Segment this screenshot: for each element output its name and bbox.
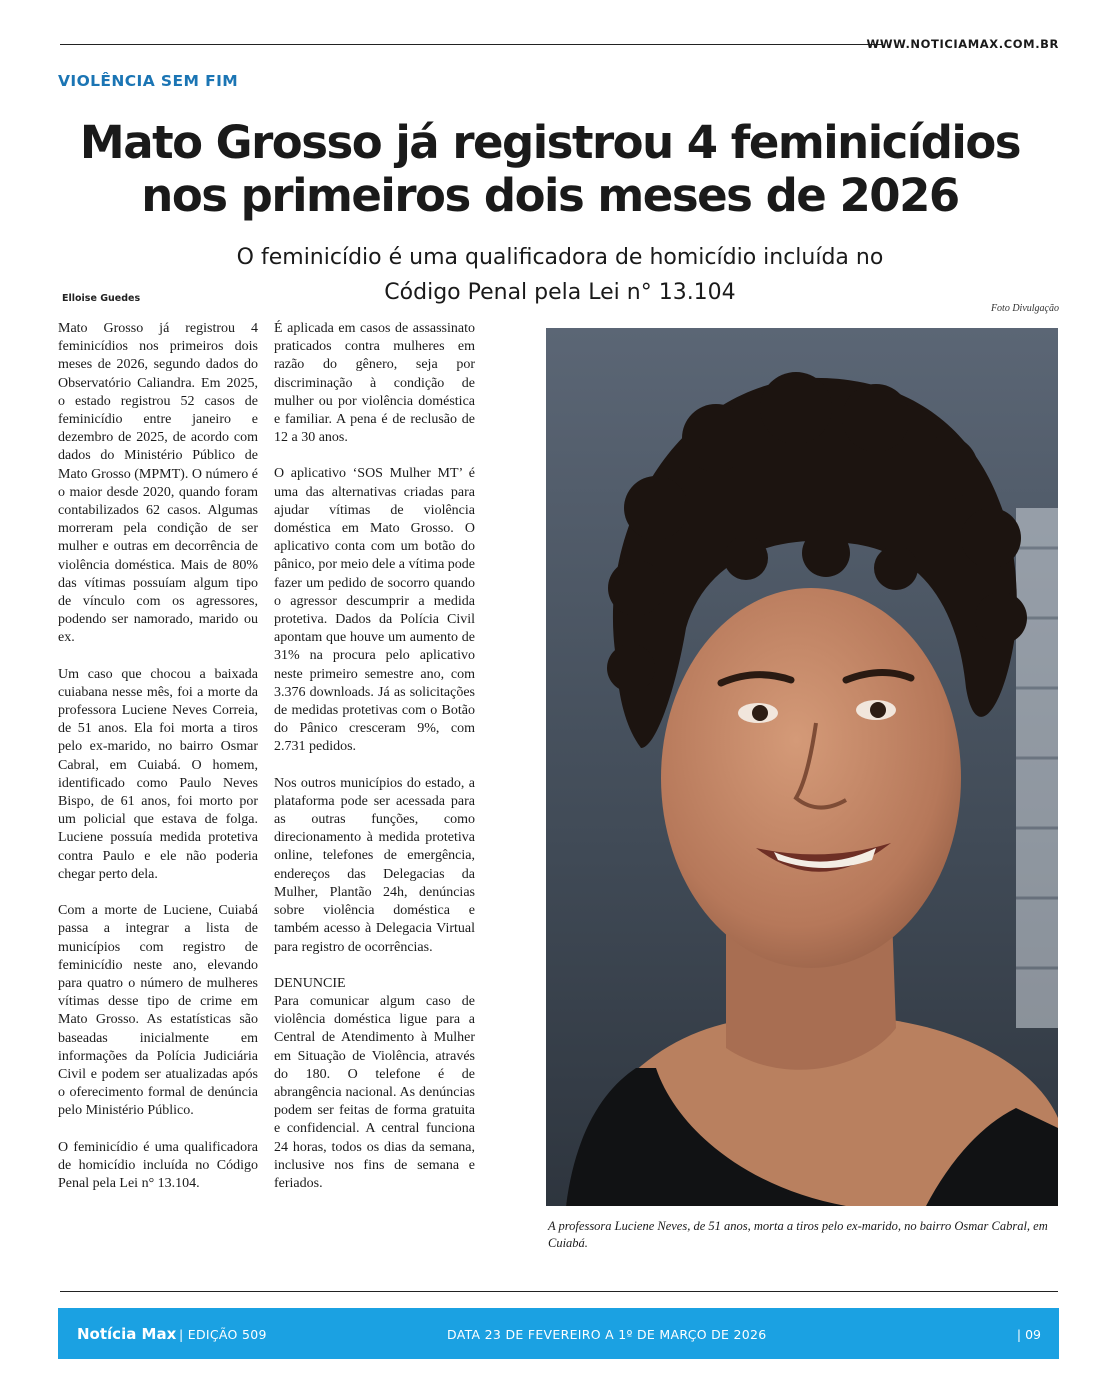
headline (40, 116, 1060, 222)
site-url[interactable]: WWW.NOTICIAMAX.COM.BR (866, 37, 1059, 51)
subhead-line-1: O feminicídio é uma qualificadora de homicídio incluída no (236, 245, 884, 270)
denuncie-paragraph: Para comunicar algum caso de violência doméstica ligue para a Central de Atendimento à Mulher em Situação de Violência, através do 180. O telefone é de abrangência nacional. As denúncias podem ser feitas de forma gratuita e confidencial. A central funciona 24 horas, todos os dias da semana, inclusive nos fins de semana e feriados. (274, 993, 475, 1191)
headline-line-1: Mato Grosso já registrou 4 feminicídios (79, 116, 1021, 169)
subhead-line-2: Código Penal pela Lei n° 13.104 (384, 280, 736, 305)
footer-date: DATA 23 DE FEVEREIRO A 1º DE MARÇO DE 2026 (447, 1327, 767, 1342)
denuncie-heading: DENUNCIE (274, 975, 346, 991)
paragraph: O aplicativo ‘SOS Mulher MT’ é uma das alternativas criadas para ajudar vítimas de violência doméstica em Mato Grosso. O aplicativo conta com um botão do pânico, por meio dele a vítima pode fazer um pedido de socorro quando o agressor descumprir a medida protetiva. Dados da Polícia Civil apontam que houve um aumento de 31% na procura pelo aplicativo neste primeiro semestre ano, com 3.376 downloads. Já as solicitações de medidas protetivas com o Botão do Pânico cresceram 9%, com 2.731 pedidos. (274, 466, 475, 755)
byline: Elloise Guedes (62, 293, 141, 304)
paragraph: Mato Grosso já registrou 4 feminicídios nos primeiros dois meses de 2026, segundo dados do Observatório Caliandra. Em 2025, o estado registrou 52 casos de feminicídio entre janeiro e dezembro de 2025, de acordo com dados do Ministério Público de Mato Grosso (MPMT). O número é o maior desde 2020, quando foram contabilizados 62 casos. Algumas morreram pela condição de ser mulher e outras em decorrência de violência doméstica. Mais de 80% das vítimas possuíam algum tipo de vínculo com os agressores, podendo ser namorado, marido ou ex. (58, 321, 258, 646)
footer-bar (58, 1308, 1059, 1359)
top-rule (60, 44, 882, 45)
footer-edition: | EDIÇÃO 509 (179, 1327, 267, 1342)
article-column-2 (274, 320, 475, 1193)
article-column-1 (58, 320, 258, 1211)
paragraph: Um caso que chocou a baixada cuiabana nesse mês, foi a morte da professora Luciene Neves Correia, de 51 anos. Ela foi morta a tiros pelo ex-marido, no bairro Osmar Cabral, em Cuiabá. O homem, identificado como Paulo Neves Bispo, de 61 anos, foi morto por um policial que estava de folga. Luciene possuía medida protetiva contra Paulo e ele não poderia chegar perto dela. (58, 666, 258, 882)
portrait-illustration (546, 328, 1058, 1206)
paragraph: É aplicada em casos de assassinato praticados contra mulheres em razão do gênero, seja por discriminação à condição de mulher ou por violência doméstica e familiar. A pena é de reclusão de 12 a 30 anos. (274, 321, 475, 446)
photo-caption: A professora Luciene Neves, de 51 anos, morta a tiros pelo ex-marido, no bairro Osmar Cabral, em Cuiabá. (548, 1219, 1048, 1250)
subheadline (140, 240, 980, 310)
photo-credit: Foto Divulgação (990, 303, 1059, 314)
paragraph: Nos outros municípios do estado, a plataforma pode ser acessada para as outras funções, como direcionamento à medida protetiva online, telefones de emergência, endereços das Delegacias da Mulher, Plantão 24h, denúncias sobre violência doméstica e também acesso à Delegacia Virtual para registro de ocorrências. (274, 775, 475, 955)
headline-line-2: nos primeiros dois meses de 2026 (141, 169, 959, 222)
section-kicker: VIOLÊNCIA SEM FIM (58, 72, 239, 90)
portrait-photo (546, 328, 1058, 1206)
footer-brand: Notícia Max (77, 1325, 177, 1343)
paragraph: O feminicídio é uma qualificadora de homicídio incluída no Código Penal pela Lei n° 13.104. (58, 1139, 258, 1191)
paragraph: Com a morte de Luciene, Cuiabá passa a integrar a lista de municípios com registro de feminicídio neste ano, elevando para quatro o número de mulheres vítimas desse tipo de crime em Mato Grosso. As estatísticas são baseadas inicialmente em informações da Polícia Judiciária Civil e podem ser atualizadas após o oferecimento formal de denúncia pelo Ministério Público. (58, 903, 258, 1119)
bottom-rule (60, 1291, 1058, 1292)
footer-page-number: | 09 (1016, 1327, 1041, 1342)
